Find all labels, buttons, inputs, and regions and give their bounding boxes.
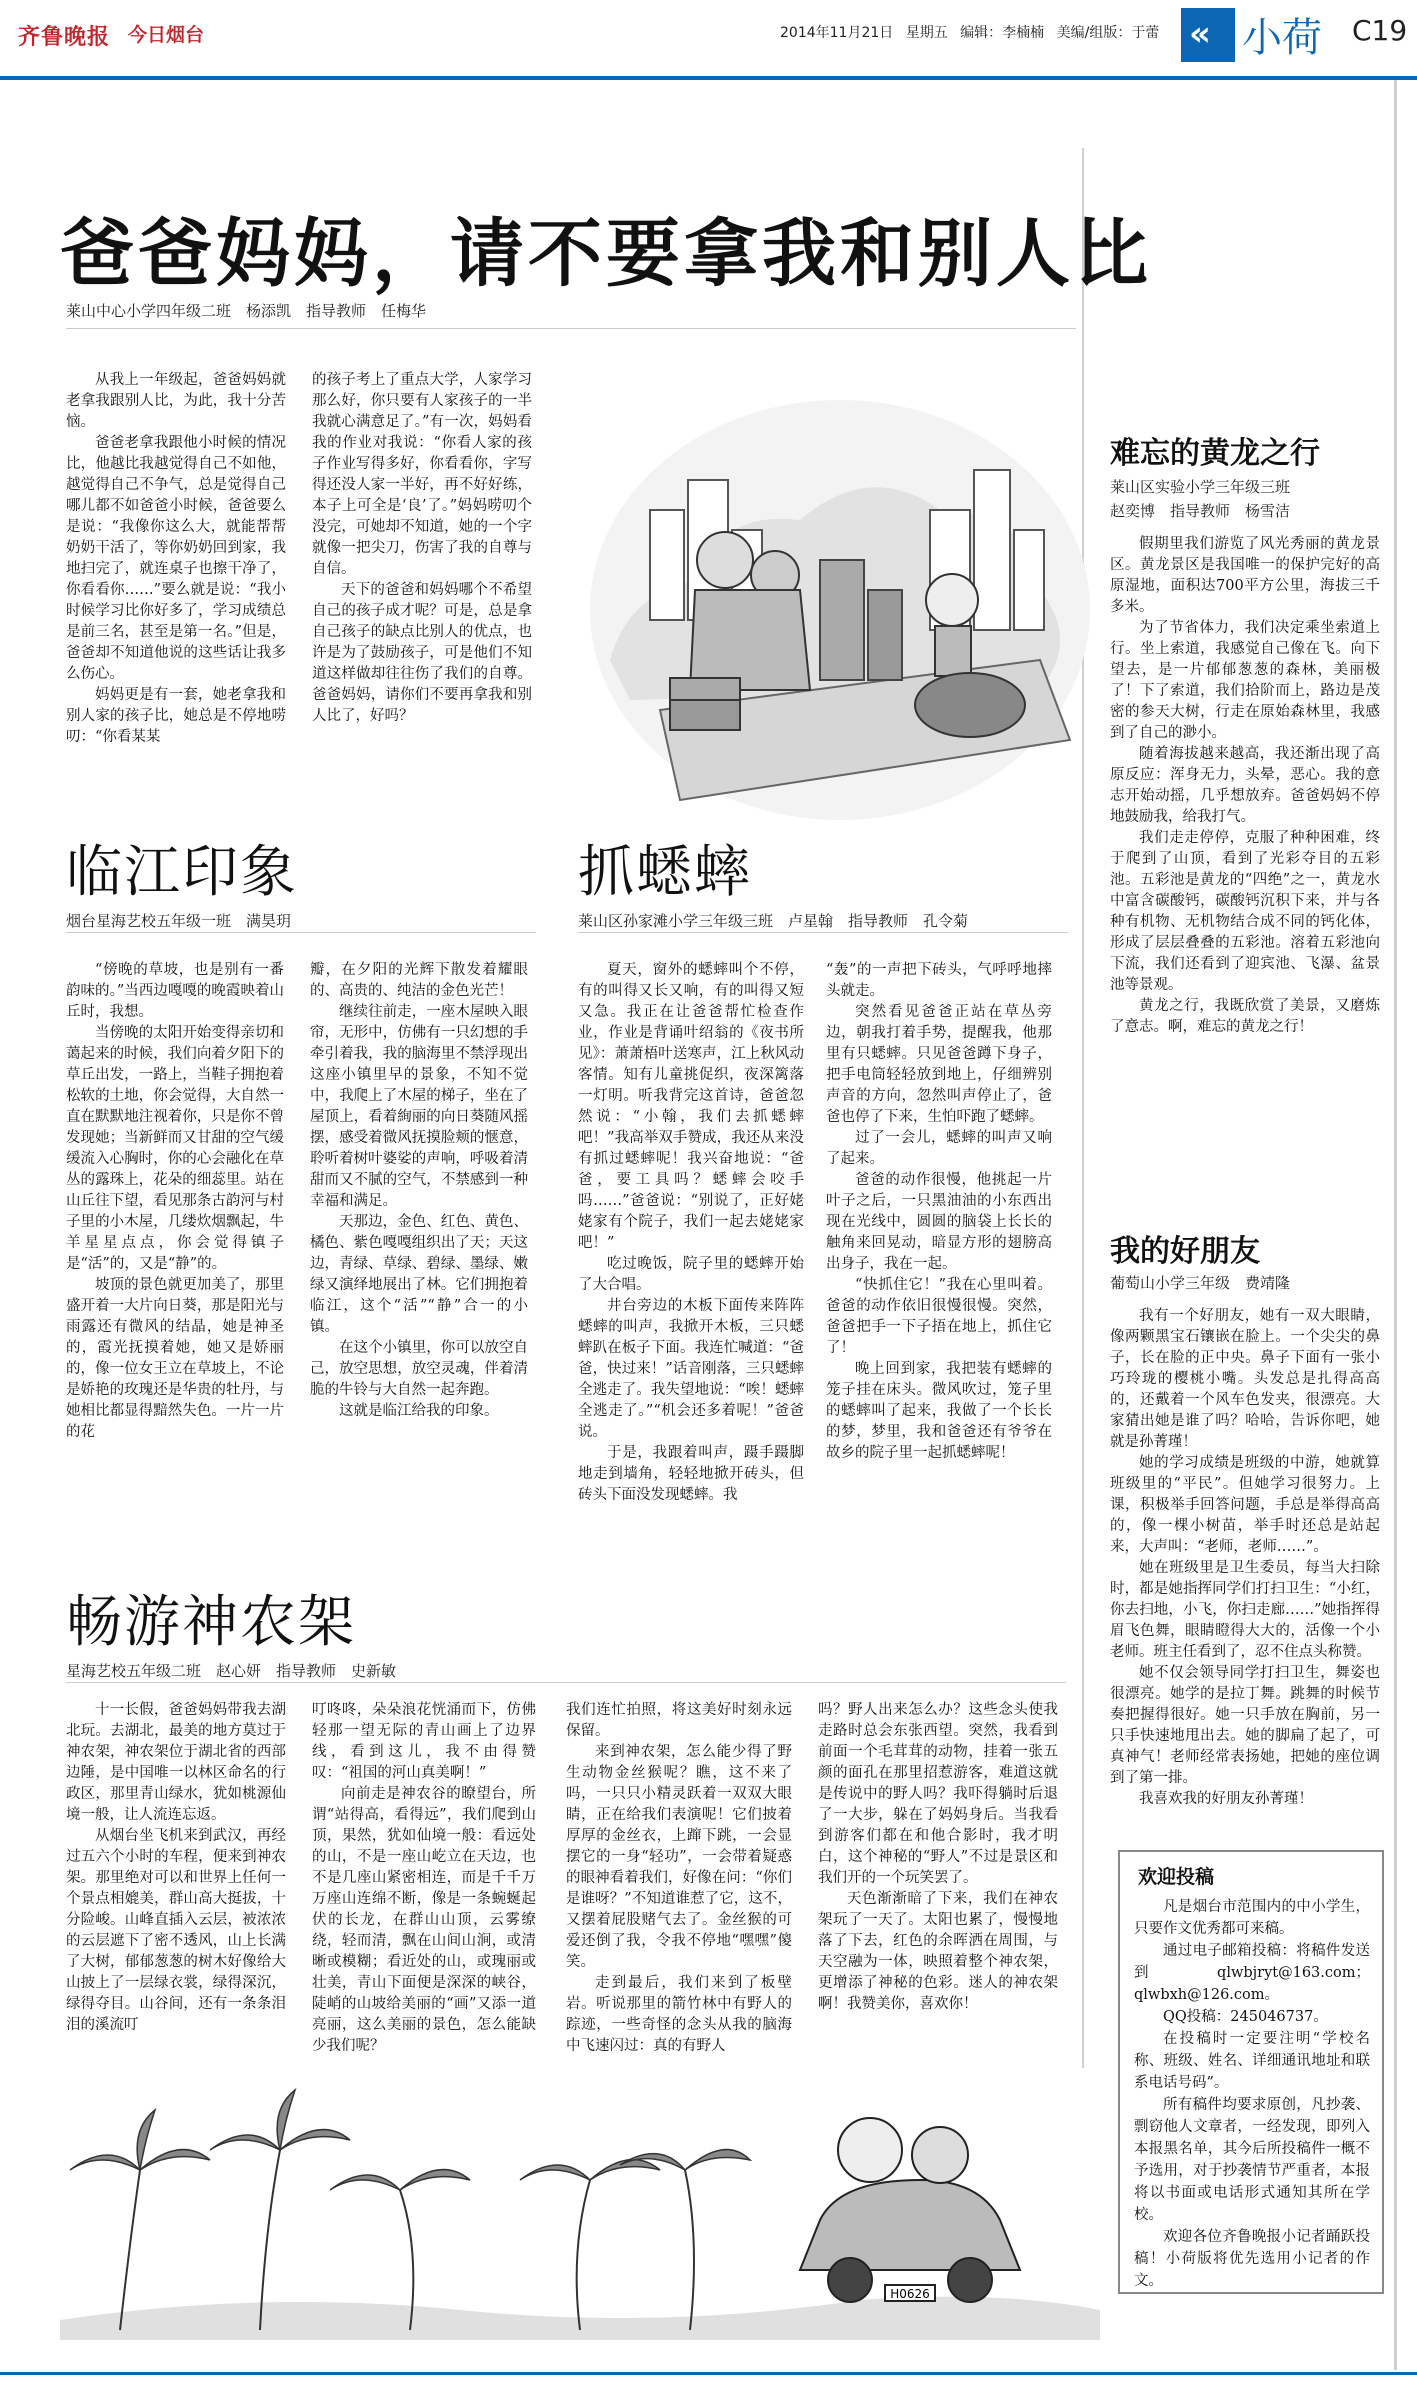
cricket-title: 抓蟋蟀 (578, 840, 752, 905)
paragraph: 吃过晚饭，院子里的蟋蟀开始了大合唱。 (578, 1256, 804, 1293)
shennong-title: 畅游神农架 (66, 1590, 356, 1655)
newspaper-logo: 齐鲁晚报 (18, 24, 111, 50)
editor-credit: 编辑：李楠楠 (960, 25, 1045, 41)
paragraph: 所有稿件均要求原创，凡抄袭、剽窃他人文章者，一经发现，即列入本报黑名单，其今后所投稿件一概不予选用，对于抄袭情节严重者，本报将以书面或电话形式通知其所在学校。 (1134, 2097, 1370, 2223)
paragraph: 于是，我跟着叫声，蹑手蹑脚地走到墙角，轻轻地掀开砖头，但砖头下面没发现蟋蟀。我 (578, 1445, 804, 1503)
paragraph: 在这个小镇里，你可以放空自己，放空思想，放空灵魂，伴着清脆的牛铃与大自然一起奔跑。 (310, 1340, 528, 1398)
paragraph: 通过电子邮箱投稿：将稿件发送到qlwbjryt@163.com；qlwbxh@126.com。 (1134, 1943, 1370, 2003)
paragraph: 天下的爸爸和妈妈哪个不希望自己的孩子成才呢？可是，总是拿自己孩子的缺点比别人的优点，也许是为了鼓励孩子，可是他们不知道这样做却往往伤了我们的自尊。爸爸妈妈，请你们不要再拿我和别人比了，好吗？ (312, 582, 532, 724)
column-name: 小荷 (1242, 15, 1322, 61)
huanglong-byline-school: 莱山区实验小学三年级三班 (1110, 478, 1291, 496)
paragraph: 我们走走停停，克服了种种困难，终于爬到了山顶，看到了光彩夺目的五彩池。五彩池是黄龙的“四绝”之一，黄龙水中富含碳酸钙，碳酸钙沉积下来，并与各种有机物、无机物结合成不同的钙化体，形成了层层叠叠的五彩池。溶着五彩池向下流，我们还看到了迎宾池、飞瀑、盆景池等景观。 (1110, 830, 1380, 993)
page-number: C19 (1352, 14, 1408, 47)
friend-byline: 葡萄山小学三年级 费靖隆 (1110, 1274, 1291, 1292)
paragraph: 爸爸的动作很慢，他挑起一片叶子之后，一只黑油油的小东西出现在光线中，圆圆的脑袋上长长的触角来回晃动，暗显方形的翅膀高出身子，我在一起。 (826, 1172, 1052, 1272)
paragraph: “傍晚的草坡，也是别有一番韵味的。”当西边嘎嘎的晚霞映着山丘时，我想。 (66, 962, 284, 1020)
paragraph: 为了节省体力，我们决定乘坐索道上行。坐上索道，我感觉自己像在飞。向下望去，是一片郁郁葱葱的森林，美丽极了！下了索道，我们拾阶而上，路边是茂密的参天大树，行走在原始森林里，我感到了自己的渺小。 (1110, 620, 1380, 741)
paragraph: 她不仅会领导同学打扫卫生，舞姿也很漂亮。她学的是拉丁舞。跳舞的时候节奏把握得很好。她一只手放在胸前，另一只手快速地甩出去。她的脚扁了起了，可真神气！老师经常表扬她，把她的座位调到了第一排。 (1110, 1665, 1380, 1786)
cricket-col1 (578, 960, 804, 1506)
paragraph: 天色渐渐暗了下来，我们在神农架玩了一天了。太阳也累了，慢慢地落了下去，红色的余晖洒在周围，与天空融为一体，映照着整个神农架，更增添了神秘的色彩。迷人的神农架啊！我赞美你，喜欢你！ (818, 1891, 1058, 2012)
paragraph: 坡顶的景色就更加美了，那里盛开着一大片向日葵，那是阳光与雨露还有微风的结晶，她是神圣的，霞光抚摸着她，她又是娇丽的，像一位女王立在草坡上，不论是娇艳的玫瑰还是华贵的牡丹，与她相比都显得黯然失色。一片一片的花 (66, 1277, 284, 1440)
paragraph: 吗？野人出来怎么办？这些念头使我走路时总会东张西望。突然，我看到前面一个毛茸茸的动物，挂着一张五颜的面孔在那里招惹游客，难道这就是传说中的野人吗？我吓得躺时后退了一大步，躲在了妈妈身后。当我看到游客们都在和他合影时，我才明白，这个神秘的“野人”不过是景区和我们开的一个玩笑罢了。 (818, 1702, 1058, 1886)
paragraph: 假期里我们游览了风光秀丽的黄龙景区。黄龙景区是我国唯一的保护完好的高原湿地，面积达700平方公里，海拔三千多米。 (1110, 536, 1380, 615)
issue-date: 2014年11月21日 (780, 25, 894, 41)
paragraph: 我们连忙拍照，将这美好时刻永远保留。 (566, 1702, 792, 1739)
linjiang-col2 (310, 960, 528, 1422)
submission-box (1118, 1850, 1384, 2294)
paragraph: 这就是临江给我的印象。 (339, 1403, 499, 1419)
section-name: 今日烟台 (128, 24, 205, 46)
linjiang-rule (66, 932, 536, 933)
shennong-col3 (566, 1700, 792, 2057)
paragraph: 我喜欢我的好朋友孙菁瑾！ (1139, 1791, 1313, 1807)
huanglong-title: 难忘的黄龙之行 (1110, 436, 1320, 471)
paragraph: 她在班级里是卫生委员，每当大扫除时，都是她指挥同学们打扫卫生：“小红，你去扫地，小飞，你扫走廊……”她指挥得眉飞色舞，眼睛瞪得大大的，活像一个小老师。班主任看到了，忍不住点头称赞。 (1110, 1560, 1380, 1660)
paragraph: “快抓住它！”我在心里叫着。爸爸的动作依旧很慢很慢。突然，爸爸把手一下子捂在地上，抓住它了！ (826, 1277, 1052, 1356)
page-edge-rule (1394, 80, 1397, 2370)
paragraph: 继续往前走，一座木屋映入眼帘，无形中，仿佛有一只幻想的手牵引着我，我的脑海里不禁浮现出这座小镇里早的景象，不知不觉中，我爬上了木屋的梯子，坐在了屋顶上，看着絢丽的向日葵随风摇摆，感受着微风抚摸脸颊的惬意，聆听着树叶婆娑的声响，呼吸着清甜而又不腻的空气，不禁感到一种幸福和满足。 (310, 1004, 528, 1209)
shennong-byline: 星海艺校五年级二班 赵心妍 指导教师 史新敏 (66, 1662, 397, 1680)
paragraph: 欢迎各位齐鲁晚报小记者踊跃投稿！小荷版将优先选用小记者的作文。 (1134, 2229, 1370, 2289)
designer-credit: 美编/组版：于蕾 (1056, 25, 1160, 41)
issue-weekday: 星期五 (905, 25, 948, 41)
lead-title: 爸爸妈妈，请不要拿我和别人比 (60, 211, 1152, 297)
paragraph: 过了一会儿，蟋蟀的叫声又响了起来。 (826, 1130, 1052, 1167)
masthead (0, 0, 1417, 78)
paragraph: 爸爸老拿我跟他小时候的情况比，他越比我越觉得自己不如他，越觉得自己不争气，总是觉得自己哪儿都不如爸爸小时候，爸爸要么是说：“我像你这么大，就能帮帮奶奶干活了，等你奶奶回到家，我地扫完了，就连桌子也擦干净了，你看看你……”要么就是说：“我小时候学习比你好多了，学习成绩总是前三名，甚至是第一名。”但是，爸爸却不知道他说的这些话让我多么伤心。 (66, 435, 286, 682)
palm-car-illustration (60, 2040, 1100, 2340)
cricket-col2 (826, 960, 1052, 1464)
paragraph: 我有一个好朋友，她有一双大眼睛，像两颗黑宝石镶嵌在脸上。一个尖尖的鼻子，长在脸的正中央。鼻子下面有一张小巧玲珑的樱桃小嘴。头发总是扎得高高的，还戴着一个风车色发夹，很漂亮。大家猜出她是谁了吗？哈哈，告诉你吧，她就是孙菁瑾！ (1110, 1308, 1380, 1450)
paragraph: 走到最后，我们来到了板壁岩。听说那里的箭竹林中有野人的踪迹，一些奇怪的念头从我的脑海中飞速闪过：真的有野人 (566, 1975, 792, 2054)
linjiang-title: 临江印象 (66, 840, 298, 905)
footer-rule (0, 2372, 1417, 2375)
lead-col1 (66, 370, 286, 748)
paragraph: 在投稿时一定要注明“学校名称、班级、姓名、详细通讯地址和联系电话号码”。 (1134, 2031, 1370, 2091)
paragraph: 黄龙之行，我既欣赏了美景，又磨炼了意志。啊，难忘的黄龙之行！ (1110, 998, 1380, 1035)
paragraph: 井台旁边的木板下面传来阵阵蟋蟀的叫声，我掀开木板，三只蟋蟀趴在板子下面。我连忙喊道：“爸爸，快过来！”话音刚落，三只蟋蟀全逃走了。我失望地说：“唉！蟋蟀全逃走了。”“机会还多着呢！”爸爸说。 (578, 1298, 804, 1440)
cricket-byline: 莱山区孙家滩小学三年级三班 卢星翰 指导教师 孔令菊 (578, 912, 969, 930)
paragraph: 妈妈更是有一套，她老拿我和别人家的孩子比，她总是不停地唠叨：“你看某某 (66, 687, 286, 745)
paragraph: 十一长假，爸爸妈妈带我去湖北玩。去湖北，最美的地方莫过于神农架，神农架位于湖北省的西部边陲，是中国唯一以林区命名的行政区，那里青山绿水，犹如桃源仙境一般，让人流连忘返。 (66, 1702, 286, 1823)
paragraph: 叮咚咚，朵朵浪花恍涌而下，仿佛轻那一望无际的青山画上了边界线，看到这儿，我不由得赞叹：“祖国的河山真美啊！” (312, 1702, 536, 1781)
huanglong-byline-author: 赵奕博 指导教师 杨雪洁 (1110, 502, 1291, 520)
shennong-col4 (818, 1700, 1058, 2015)
car-plate: H0626 (890, 2287, 930, 2301)
paragraph: “轰”的一声把下砖头，气呼呼地摔头就走。 (826, 962, 1052, 999)
paragraph: 向前走是神农谷的瞭望台，所谓“站得高，看得远”，我们爬到山顶，果然，犹如仙境一般：看远处的山，不是一座山屹立在天边，也不是几座山紧密相连，而是千千万万座山连绵不断，像是一条蜿蜒起伏的长龙，在群山山顶，云雾缭绕，轻而清，飘在山间山涧，或清晰或模糊；看近处的山，或瑰丽或壮美，青山下面便是深深的峡谷，陡峭的山坡给美丽的“画”又添一道亮丽，这么美丽的景色，怎么能缺少我们呢？ (312, 1786, 536, 2054)
cricket-rule (578, 932, 1068, 933)
column-badge (1181, 8, 1235, 62)
submission-body (1134, 1896, 1370, 2292)
shennong-col1 (66, 1700, 286, 2036)
paragraph: QQ投稿：245046737。 (1163, 2009, 1328, 2025)
paragraph: 从烟台坐飞机来到武汉，再经过五六个小时的车程，便来到神农架。那里绝对可以和世界上任何一个景点相媲美，群山高大挺拔，十分险峻。山峰直插入云层，被浓浓的云层遮下了密不透风，山上长满了大树，郁郁葱葱的树木好像给大山披上了一层绿衣裳，绿得深沉，绿得夺目。山谷间，还有一条条泪泪的溪流叮 (66, 1828, 286, 2033)
submission-title: 欢迎投稿 (1138, 1866, 1215, 1888)
paragraph: 晚上回到家，我把装有蟋蟀的笼子挂在床头。微风吹过，笼子里的蟋蟀叫了起来，我做了一个长长的梦，梦里，我和爸爸还有爷爷在故乡的院子里一起抓蟋蟀呢！ (826, 1361, 1052, 1461)
paragraph: 她的学习成绩是班级的中游，她就算班级里的“平民”。但她学习很努力。上课，积极举手回答问题，手总是举得高高的，像一棵小树苗，举手时还总是站起来，大声叫：“老师，老师……”。 (1110, 1455, 1380, 1555)
shennong-rule (66, 1682, 1066, 1683)
chevron-left-icon: « (1189, 14, 1211, 54)
family-illustration (570, 360, 1090, 830)
lead-rule (66, 328, 1076, 329)
paragraph: 当傍晚的太阳开始变得亲切和蔼起来的时候，我们向着夕阳下的草丘出发，一路上，当鞋子拥抱着松软的土地，你会觉得，大自然一直在默默地注视着你，只是你不曾发现她；当新鲜而又甘甜的空气缓缓流入心胸时，你的心会融化在草丛的露珠上，花朵的细蕊里。站在山丘往下望，看见那条古韵河与村子里的小木屋，几缕炊烟飘起，牛羊星星点点，你会觉得镇子是“活”的，又是“静”的。 (66, 1025, 284, 1272)
paragraph: 凡是烟台市范围内的中小学生，只要作文优秀都可来稿。 (1134, 1899, 1370, 1937)
linjiang-byline: 烟台星海艺校五年级一班 满昊玥 (66, 912, 292, 930)
issue-info (780, 22, 1159, 42)
paragraph: 天那边，金色、红色、黄色、橘色、紫色嘎嘎组织出了天；天这边，青绿、草绿、碧绿、墨绿、嫩绿又演绎地展出了林。它们拥抱着临江，这个“活”“静”合一的小镇。 (310, 1214, 528, 1335)
paragraph: 来到神农架，怎么能少得了野生动物金丝猴呢？瞧，这不来了吗，一只只小精灵跃着一双双大眼睛，正在给我们表演呢！它们披着厚厚的金丝衣，上蹿下跳，一会显摆它的一身“轻功”，一会带着疑惑的眼神看着我们，好像在问：“你们是谁呀？”不知道谁惹了它，这不，又摆着屁股赌气去了。金丝猴的可爱还倒了我，令我不停地“嘿嘿”傻笑。 (566, 1744, 792, 1970)
paragraph: 从我上一年级起，爸爸妈妈就老拿我跟别人比，为此，我十分苦恼。 (66, 372, 286, 430)
masthead-rule (0, 76, 1417, 80)
friend-body (1110, 1306, 1380, 1810)
shennong-col2 (312, 1700, 536, 2057)
linjiang-col1 (66, 960, 284, 1443)
lead-byline: 莱山中心小学四年级二班 杨添凯 指导教师 任梅华 (66, 302, 427, 320)
paragraph: 的孩子考上了重点大学，人家学习那么好，你只要有人家孩子的一半我就心满意足了。”有一次，妈妈看我的作业对我说：“你看人家的孩子作业写得多好，你看看你，字写得还没人家一半好，再不好好练，本子上可全是‘良’了。”妈妈唠叨个没完，可她却不知道，她的一个字就像一把尖刀，伤害了我的自尊与自信。 (312, 372, 532, 577)
friend-title: 我的好朋友 (1110, 1234, 1260, 1269)
lead-col2 (312, 370, 532, 727)
paragraph: 瓣，在夕阳的光辉下散发着耀眼的、高贵的、纯洁的金色光芒！ (310, 962, 528, 999)
paragraph: 随着海拔越来越高，我还渐出现了高原反应：浑身无力，头晕，恶心。我的意志开始动摇，几乎想放弃。爸爸妈妈不停地鼓励我，给我打气。 (1110, 746, 1380, 825)
paragraph: 夏天，窗外的蟋蟀叫个不停，有的叫得又长又响，有的叫得又短又急。我正在让爸爸帮忙检查作业，作业是背诵叶绍翁的《夜书所见》：萧萧梧叶送寒声，江上秋风动客情。知有儿童挑促织，夜深篱落一灯明。听我背完这首诗，爸爸忽然说：“小翰，我们去抓蟋蟀吧！”我高举双手赞成，我还从来没有抓过蟋蟀呢！我兴奋地说：“爸爸，要工具吗？蟋蟀会咬手吗……”爸爸说：“别说了，正好姥姥家有个院子，我们一起去姥姥家吧！” (578, 962, 804, 1251)
huanglong-body (1110, 534, 1380, 1038)
paragraph: 突然看见爸爸正站在草丛旁边，朝我打着手势，提醒我，他那里有只蟋蟀。只见爸爸蹲下身子，把手电筒轻轻放到地上，仔细辨别声音的方向，忽然叫声停止了，爸爸也停了下来，生怕吓跑了蟋蟀。 (826, 1004, 1052, 1125)
